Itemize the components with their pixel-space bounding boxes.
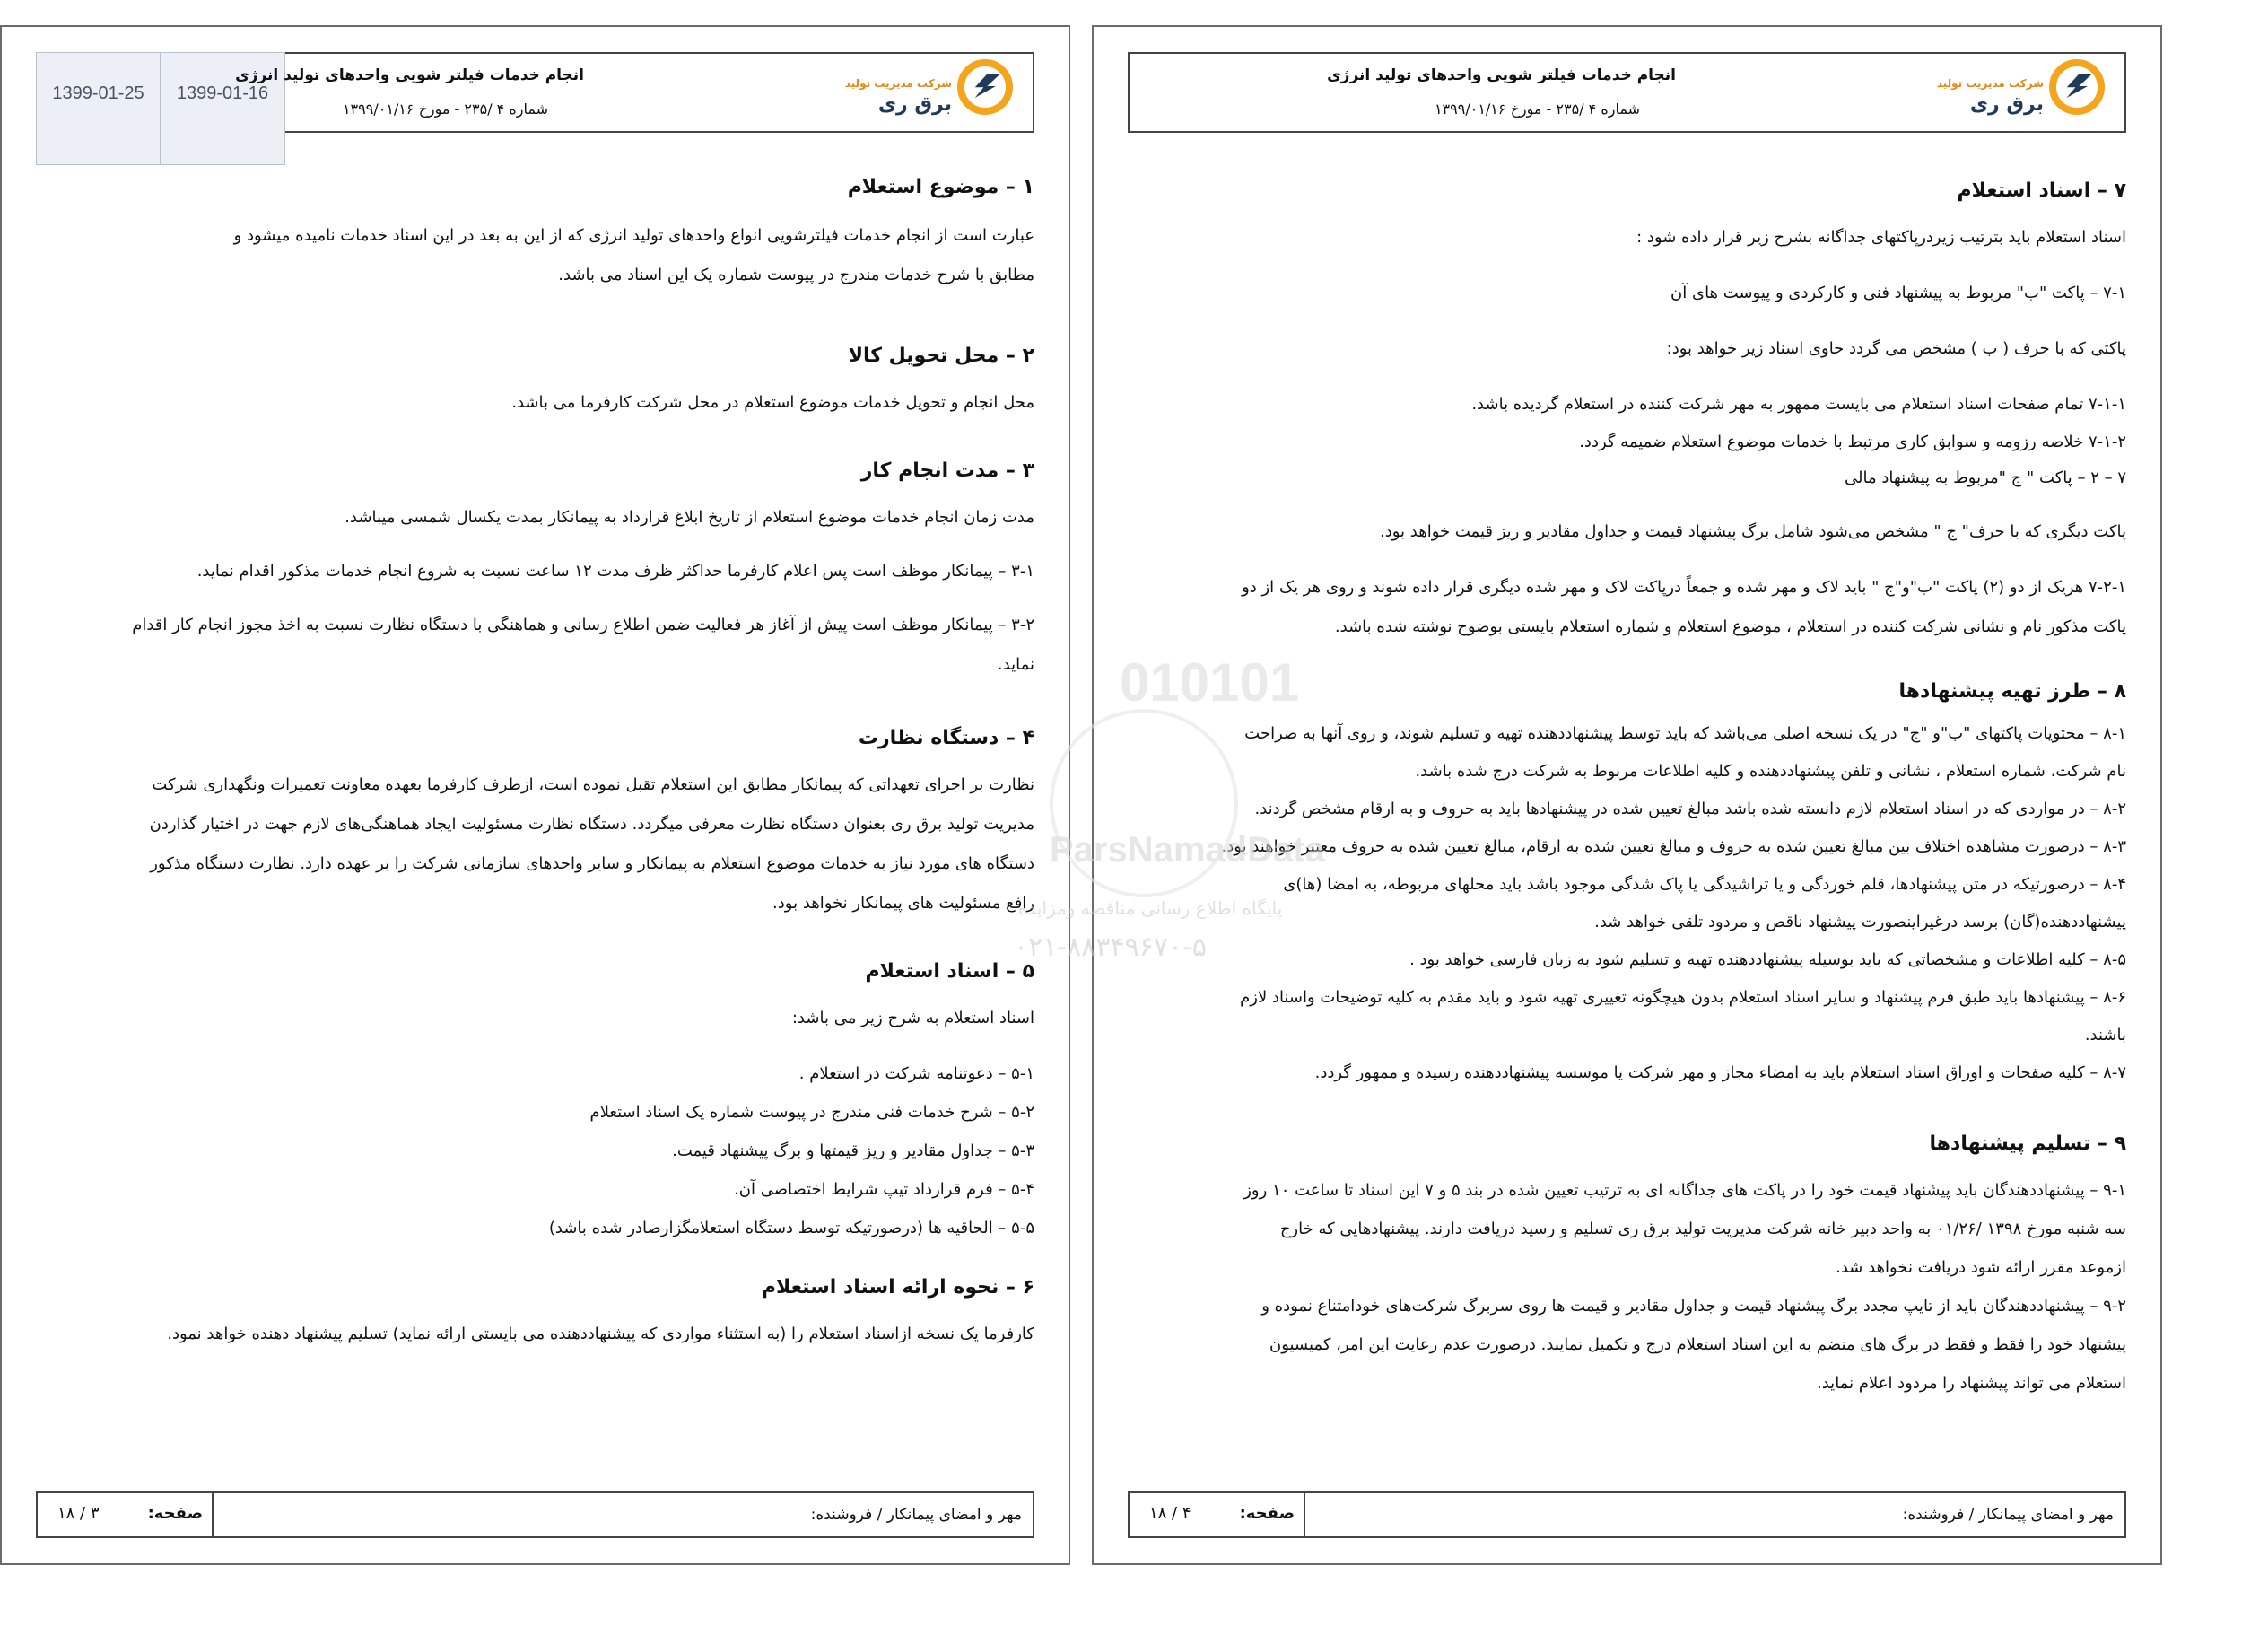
section-9 (1128, 1132, 2126, 1403)
paragraph-line: پاکت مذکور نام و نشانی شرکت کننده در استعلام ، موضوع استعلام و شماره استعلام بایستی بوضوح نوشته شده باشد. (1334, 617, 2126, 636)
section-title: ۴ – دستگاه نظارت (858, 727, 1034, 749)
page-header (1128, 52, 2126, 133)
paragraph-line: رافع مسئولیت های پیمانکار نخواهد بود. (772, 894, 1034, 913)
list-item: ۸-۴ – درصورتیکه در متن پیشنهادها، قلم خوردگی و یا تراشیدگی یا پاک شدگی موجود باشد باید محلهای مربوطه، به امضا (ها)ی (1283, 875, 2126, 894)
list-item: سه شنبه مورخ ۱۳۹۸ /۰۱/۲۶ به واحد دبیر خانه شرکت مدیریت تولید برق ری تسلیم و رسید دریافت دارند. پیشنهادهایی که خارج (1279, 1220, 2126, 1238)
section-3 (36, 459, 1034, 685)
paragraph-line: ۷-۱-۲ خلاصه رزومه و سوابق کاری مرتبط با خدمات موضوع استعلام ضمیمه گردد. (1579, 433, 2126, 451)
page-label: صفحه: (147, 1504, 203, 1523)
page-footer (36, 1491, 1034, 1538)
section-8 (1128, 680, 2126, 1092)
paragraph-line: ۷-۱ – پاکت "ب" مربوط به پیشنهاد فنی و کارکردی و پیوست های آن (1670, 284, 2126, 302)
section-title: ۲ – محل تحویل کالا (848, 345, 1034, 367)
paragraph-line: ۳-۲ – پیمانکار موظف است پیش از آغاز هر فعالیت ضمن اطلاع رسانی و هماهنگی با دستگاه نظارت نسبت به اخذ مجوز انجام کار اقدام (132, 616, 1034, 634)
header-title: انجام خدمات فیلتر شویی واحدهای تولید انرژی (1327, 66, 1676, 84)
section-2 (36, 345, 1034, 423)
paragraph-line: مطابق با شرح خدمات مندرج در پیوست شماره یک این اسناد می باشد. (558, 266, 1034, 284)
document-page-left (0, 25, 1070, 1565)
paragraph-line: کارفرما یک نسخه ازاسناد استعلام را (به استثناء مواردی که پیشنهاددهنده می بایستی ارائه نماید) تسلیم پیشنهاد دهنده خواهد نمود. (167, 1325, 1034, 1343)
header-subtitle: شماره ۴ /۲۳۵ - مورخ ۱۳۹۹/۰۱/۱۶ (342, 101, 548, 118)
page-number: ۱۸ / ۴ (1149, 1504, 1191, 1523)
signature-label: مهر و امضای پیمانکار / فروشنده: (1902, 1506, 2114, 1524)
signature-label: مهر و امضای پیمانکار / فروشنده: (810, 1506, 1022, 1524)
section-title: ۸ – طرز تهیه پیشنهادها (1898, 680, 2126, 703)
list-item: ازموعد مقرر ارائه شود دریافت نخواهد شد. (1836, 1258, 2126, 1277)
list-item: استعلام می تواند پیشنهاد را مردود اعلام نماید. (1817, 1374, 2126, 1393)
paragraph-line: عبارت است از انجام خدمات فیلترشویی انواع واحدهای تولید انرژی که از این به بعد در این اسناد خدمات نامیده میشود و (233, 226, 1034, 245)
list-item: ۸-۲ – در مواردی که در اسناد استعلام لازم دانسته شده باشد مبالغ تعیین شده در پیشنهادها باید به حروف و به ارقام مشخص گردند. (1254, 800, 2126, 818)
paragraph-line: ۷ – ۲ – پاکت " ج "مربوط به پیشنهاد مالی (1844, 468, 2126, 487)
proposal-rules-list (1128, 715, 2126, 1092)
section-title: ۹ – تسلیم پیشنهادها (1929, 1132, 2126, 1155)
logo-company-text: شرکت مدیریت تولید (844, 77, 952, 90)
watermark-phone: ۰۲۱-۸۸۳۴۹۶۷۰-۵ (1014, 931, 1208, 963)
watermark-tagline: پایگاه اطلاع رسانی مناقصه ومزایده (1018, 897, 1283, 919)
header-title: انجام خدمات فیلتر شویی واحدهای تولید انرژی (235, 66, 584, 84)
section-title: ۳ – مدت انجام کار (860, 459, 1034, 482)
logo-name-text: برق ری (1969, 93, 2044, 116)
company-logo (844, 57, 1020, 129)
watermark-site: ParsNamadData (1050, 830, 1325, 870)
paragraph-line: پاکتی که با حرف ( ب ) مشخص می گردد حاوی اسناد زیر خواهد بود: (1666, 339, 2126, 358)
paragraph-line: محل انجام و تحویل خدمات موضوع استعلام در محل شرکت کارفرما می باشد. (511, 393, 1034, 412)
paragraph-line: اسناد استعلام باید بترتیب زیردرپاکتهای جداگانه بشرح زیر قرار داده شود : (1636, 228, 2126, 247)
stamp-date-2: 1399-01-16 (176, 83, 269, 103)
paragraph-line: ۷-۲-۱ هریک از دو (۲) پاکت "ب"و"ج " باید لاک و مهر شده و جمعاً درپاکت لاک و مهر شده دیگری قرار داده شوند و روی هر یک از دو (1242, 578, 2126, 597)
section-title: ۱ – موضوع استعلام (847, 176, 1034, 198)
list-item: باشند. (2084, 1026, 2126, 1045)
watermark-digits: 010101 (1120, 652, 1300, 713)
paragraph-line: ۳-۱ – پیمانکار موظف است پس اعلام کارفرما حداکثر ظرف مدت ۱۲ ساعت نسبت به شروع انجام خدمات مذکور اقدام نماید. (196, 562, 1034, 581)
submission-rules-list (1128, 1171, 2126, 1403)
page-number: ۱۸ / ۳ (57, 1504, 100, 1523)
list-item: ۹-۱ – پیشنهاددهندگان باید پیشنهاد قیمت خود را در پاکت های جداگانه ای به ترتیب تعیین شده در بند ۵ و ۷ این اسناد تا ساعت ۱۰ روز (1243, 1181, 2126, 1200)
section-1 (36, 176, 1034, 295)
section-title: ۵ – اسناد استعلام (865, 960, 1034, 983)
paragraph-line: مدت زمان انجام خدمات موضوع استعلام از تاریخ ابلاغ قرارداد به پیمانکار بمدت یکسال شمسی میباشد. (345, 508, 1034, 527)
paragraph-line: اسناد استعلام به شرح زیر می باشد: (791, 1009, 1034, 1028)
list-item: نام شرکت، شماره استعلام ، نشانی و تلفن پیشنهاددهنده و کلیه اطلاعات مربوط به شرکت درج شده باشد. (1415, 762, 2126, 781)
list-item: ۵-۱ – دعوتنامه شرکت در استعلام . (798, 1064, 1034, 1083)
company-logo (1936, 57, 2112, 129)
section-7 (1128, 179, 2126, 647)
page-number-box (1130, 1493, 1305, 1536)
section-4 (36, 727, 1034, 923)
list-item: ۹-۲ – پیشنهاددهندگان باید از تایپ مجدد برگ پیشنهاد قیمت و جداول مقادیر و قیمت ها روی سربرگ شرکت‌های خودامتناع نموده و (1261, 1297, 2126, 1316)
list-item: ۸-۳ – درصورت مشاهده اختلاف بین مبالغ تعیین شده به حروف و مبالغ تعیین شده به ارقام، مبالغ تعیین شده به حروف معتبر خواهند بود. (1221, 837, 2126, 856)
list-item: ۵-۳ – جداول مقادیر و ریز قیمتها و برگ پیشنهاد قیمت. (672, 1141, 1034, 1160)
section-title: ۶ – نحوه ارائه اسناد استعلام (761, 1276, 1034, 1299)
list-item: ۵-۵ – الحاقیه ها (درصورتیکه توسط دستگاه استعلامگزارصادر شده باشد) (548, 1219, 1034, 1237)
document-page-right (1092, 25, 2162, 1565)
list-item: ۸-۱ – محتویات پاکتهای "ب"و "ج" در یک نسخه اصلی می‌باشد که باید توسط پیشنهاددهنده تهیه و تسلیم شوند، و روی آنها به صراحت (1244, 724, 2126, 743)
stamp-date-1: 1399-01-25 (37, 53, 161, 164)
list-item: ۵-۲ – شرح خدمات فنی مندرج در پیوست شماره یک اسناد استعلام (589, 1103, 1034, 1122)
list-item: پیشنهاددهنده(گان) برسد درغیراینصورت پیشنهاد ناقص و مردود تلقی خواهد شد. (1594, 913, 2126, 931)
paragraph-line: نماید. (997, 655, 1034, 674)
list-item: ۸-۷ – کلیه صفحات و اوراق اسناد استعلام باید به امضاء مجاز و مهر شرکت یا موسسه پیشنهاددهنده رسیده و ممهور گردد. (1314, 1063, 2126, 1082)
section-5 (36, 960, 1034, 1247)
paragraph-line: مدیریت تولید برق ری بعنوان دستگاه نظارت معرفی میگردد. دستگاه نظارت مسئولیت ایجاد هماهنگی‌های لازم جهت در اختیار گذاردن (149, 815, 1034, 834)
list-item: ۵-۴ – فرم قرارداد تیپ شرایط اختصاصی آن. (734, 1180, 1034, 1199)
list-item: پیشنهاد خود را فقط و فقط در برگ های منضم به این اسناد استعلام درج و تکمیل نمایند. درصورت عدم رعایت این امر، کمیسیون (1269, 1335, 2126, 1354)
header-subtitle: شماره ۴ /۲۳۵ - مورخ ۱۳۹۹/۰۱/۱۶ (1434, 101, 1640, 118)
paragraph-line: پاکت دیگری که با حرف" ج " مشخص می‌شود شامل برگ پیشنهاد قیمت و جداول مقادیر و ریز قیمت خواهد بود. (1380, 522, 2126, 541)
logo-name-text: برق ری (877, 93, 952, 116)
paragraph-line: دستگاه های مورد نیاز به خدمات موضوع استعلام به پیمانکار و سایر واحدهای سازمانی شرکت را بر عهده دارد. نظارت دستگاه مذکور (150, 854, 1034, 873)
documents-list (36, 1054, 1034, 1247)
page-footer (1128, 1491, 2126, 1538)
page-header (36, 52, 1034, 133)
section-6 (36, 1276, 1034, 1354)
logo-company-text: شرکت مدیریت تولید (1936, 77, 2044, 90)
page-number-box (38, 1493, 214, 1536)
lightning-logo-icon (957, 59, 1013, 115)
list-item: ۸-۵ – کلیه اطلاعات و مشخصاتی که باید بوسیله پیشنهاددهنده تهیه و تسلیم شود به زبان فارسی خواهد بود . (1409, 950, 2126, 969)
paragraph-line: ۷-۱-۱ تمام صفحات اسناد استعلام می بایست ممهور به مهر شرکت کننده در استعلام گردیده باشد. (1471, 395, 2126, 414)
list-item: ۸-۶ – پیشنهادها باید طبق فرم پیشنهاد و سایر اسناد استعلام بدون هیچگونه تغییری تهیه شود و باید مقدم به کلیه توضیحات واسناد لازم (1240, 988, 2126, 1007)
section-title: ۷ – اسناد استعلام (1957, 179, 2126, 202)
lightning-logo-icon (2049, 59, 2105, 115)
page-label: صفحه: (1239, 1504, 1295, 1523)
paragraph-line: نظارت بر اجرای تعهداتی که پیمانکار مطابق این استعلام تقبل نموده است، ازطرف کارفرما بعهده معاونت تعمیرات ونگهداری شرکت (152, 775, 1034, 794)
